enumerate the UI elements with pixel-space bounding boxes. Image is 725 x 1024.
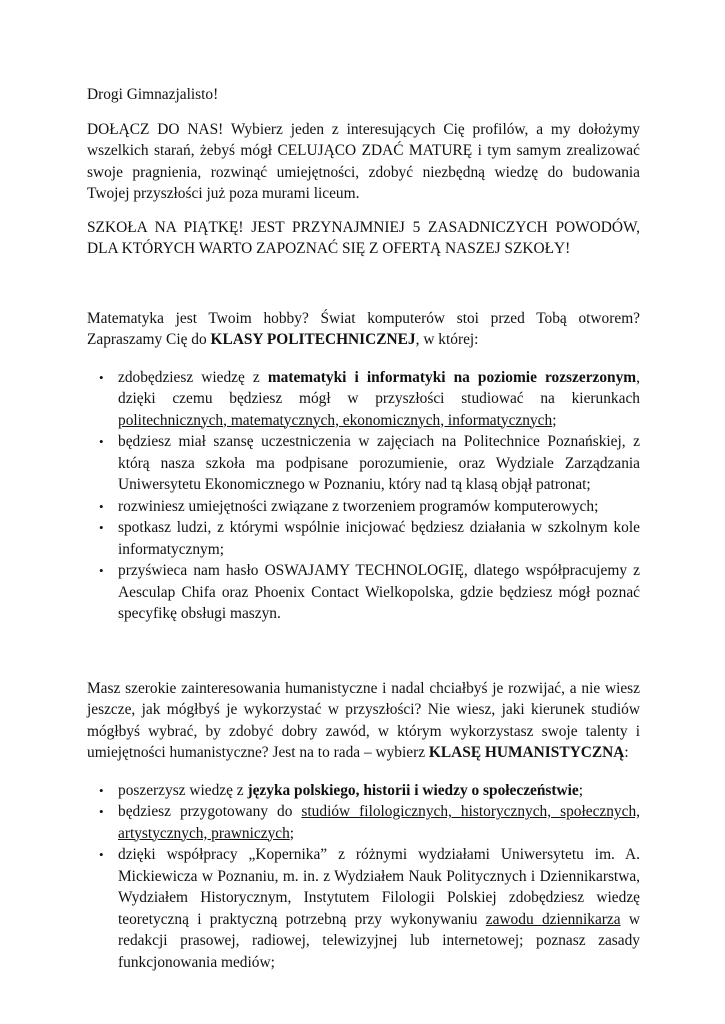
bullet-icon: •: [99, 563, 104, 578]
item-text-a: dzięki współpracy „Kopernika” z różnymi wydziałami Uniwersytetu im. A. Mickiewicza w Poznaniu, m. in. z Wydziałem Nauk Politycznych i Dziennikarstwa, Wydziałem Historycznym, Instytutem Filologii Polskiej zdobędziesz wiedzę teoretyczną i praktyczną potrzebną przy wykonywaniu: [118, 846, 640, 928]
greeting: Drogi Gimnazjalisto!: [87, 86, 219, 103]
politechniczna-intro: [87, 308, 640, 351]
humanistyczna-list: [87, 780, 640, 974]
item-text-c: ;: [552, 411, 557, 429]
humanistyczna-intro-b: :: [624, 744, 629, 761]
bullet-icon: •: [99, 434, 104, 449]
item-text-a: zdobędziesz wiedzę z: [118, 368, 268, 386]
item-text-a: będziesz przygotowany do: [118, 803, 302, 820]
intro-emph: CELUJĄCO ZDAĆ MATURĘ: [277, 142, 473, 159]
item-underline: politechnicznych, matematycznych, ekonomicznych, informatycznych: [118, 411, 553, 429]
bullet-icon: •: [99, 369, 104, 385]
bullet-icon: •: [99, 782, 104, 798]
item-text: spotkasz ludzi, z którymi wspólnie inicjować będziesz działania w szkolnym kole informatycznym;: [118, 519, 640, 558]
politechniczna-class-name: KLASY POLITECHNICZNEJ: [210, 331, 416, 348]
item-bold: matematyki i informatyki na poziomie rozszerzonym: [267, 368, 637, 386]
item-text-b: ;: [578, 781, 584, 799]
list-item: [87, 517, 640, 560]
humanistyczna-class-name: KLASĘ HUMANISTYCZNĄ: [428, 744, 625, 761]
list-item: [87, 431, 640, 496]
intro-tail: i tym samym zrealizować swoje pragnienia, rozwinąć umiejętności, zdobyć niezbędną wiedzę do budowania Twojej przyszłości już poza murami liceum.: [87, 142, 640, 202]
bullet-icon: •: [99, 804, 104, 819]
list-item: [87, 496, 640, 518]
item-bold: języka polskiego, historii i wiedzy o społeczeństwie: [247, 781, 579, 799]
list-item: [87, 801, 640, 844]
list-item: [87, 780, 640, 802]
list-item: [87, 367, 640, 432]
politechniczna-list: [87, 367, 640, 625]
bullet-icon: •: [99, 520, 104, 535]
humanistyczna-intro-a: Masz szerokie zainteresowania humanistyczne i nadal chciałbyś je rozwijać, a nie wiesz jeszcze, jak mógłbyś je wykorzystać w przyszłości? Nie wiesz, jaki kierunek studiów mógłbyś wybrać, by zdobyć dobry zawód, w którym wykorzystasz swoje talenty i umiejętności humanistyczne? Jest na to rada – wybierz: [87, 679, 640, 761]
politechniczna-intro-b: , w której:: [415, 331, 479, 348]
item-text-b: ;: [289, 824, 295, 842]
bullet-icon: •: [99, 847, 104, 862]
item-underline: zawodu dziennikarza: [485, 910, 621, 928]
motto-paragraph: SZKOŁA NA PIĄTKĘ! JEST PRZYNAJMNIEJ 5 ZASADNICZYCH POWODÓW, DLA KTÓRYCH WARTO ZAPOZNAĆ SIĘ Z OFERTĄ NASZEJ SZKOŁY!: [87, 218, 640, 257]
humanistyczna-intro: [87, 678, 640, 764]
item-text-b: , dzięki czemu będziesz mógł w przyszłości studiować na kierunkach: [118, 368, 640, 407]
bullet-icon: •: [99, 498, 104, 514]
item-underline: studiów filologicznych, historycznych, społecznych, artystycznych, prawniczych: [118, 803, 640, 842]
item-text: przyświeca nam hasło OSWAJAMY TECHNOLOGIĘ, dlatego współpracujemy z Aesculap Chifa oraz Phoenix Contact Wielkopolska, gdzie będziesz mógł poznać specyfikę obsługi maszyn.: [118, 562, 640, 622]
intro-paragraph: [87, 119, 640, 205]
item-text-a: poszerzysz wiedzę z: [118, 781, 248, 799]
politechniczna-intro-a: Matematyka jest Twoim hobby? Świat komputerów stoi przed Tobą otworem? Zapraszamy Cię do: [87, 309, 640, 348]
intro-lead: DOŁĄCZ DO NAS! Wybierz jeden z interesujących Cię profilów, a my dołożymy wszelkich starań, żebyś mógł: [87, 120, 640, 159]
document-page: [87, 84, 640, 973]
item-text-b: w redakcji prasowej, radiowej, telewizyjnej lub internetowej; poznasz zasady funkcjonowania mediów;: [118, 910, 641, 971]
list-item: [87, 844, 640, 973]
item-text: rozwiniesz umiejętności związane z tworzeniem programów komputerowych;: [118, 497, 599, 515]
item-text: będziesz miał szansę uczestniczenia w zajęciach na Politechnice Poznańskiej, z którą nasza szkoła ma podpisane porozumienie, oraz Wydziale Zarządzania Uniwersytetu Ekonomicznego w Poznaniu, który nad tą klasą objął patronat;: [118, 433, 640, 493]
list-item: [87, 560, 640, 625]
